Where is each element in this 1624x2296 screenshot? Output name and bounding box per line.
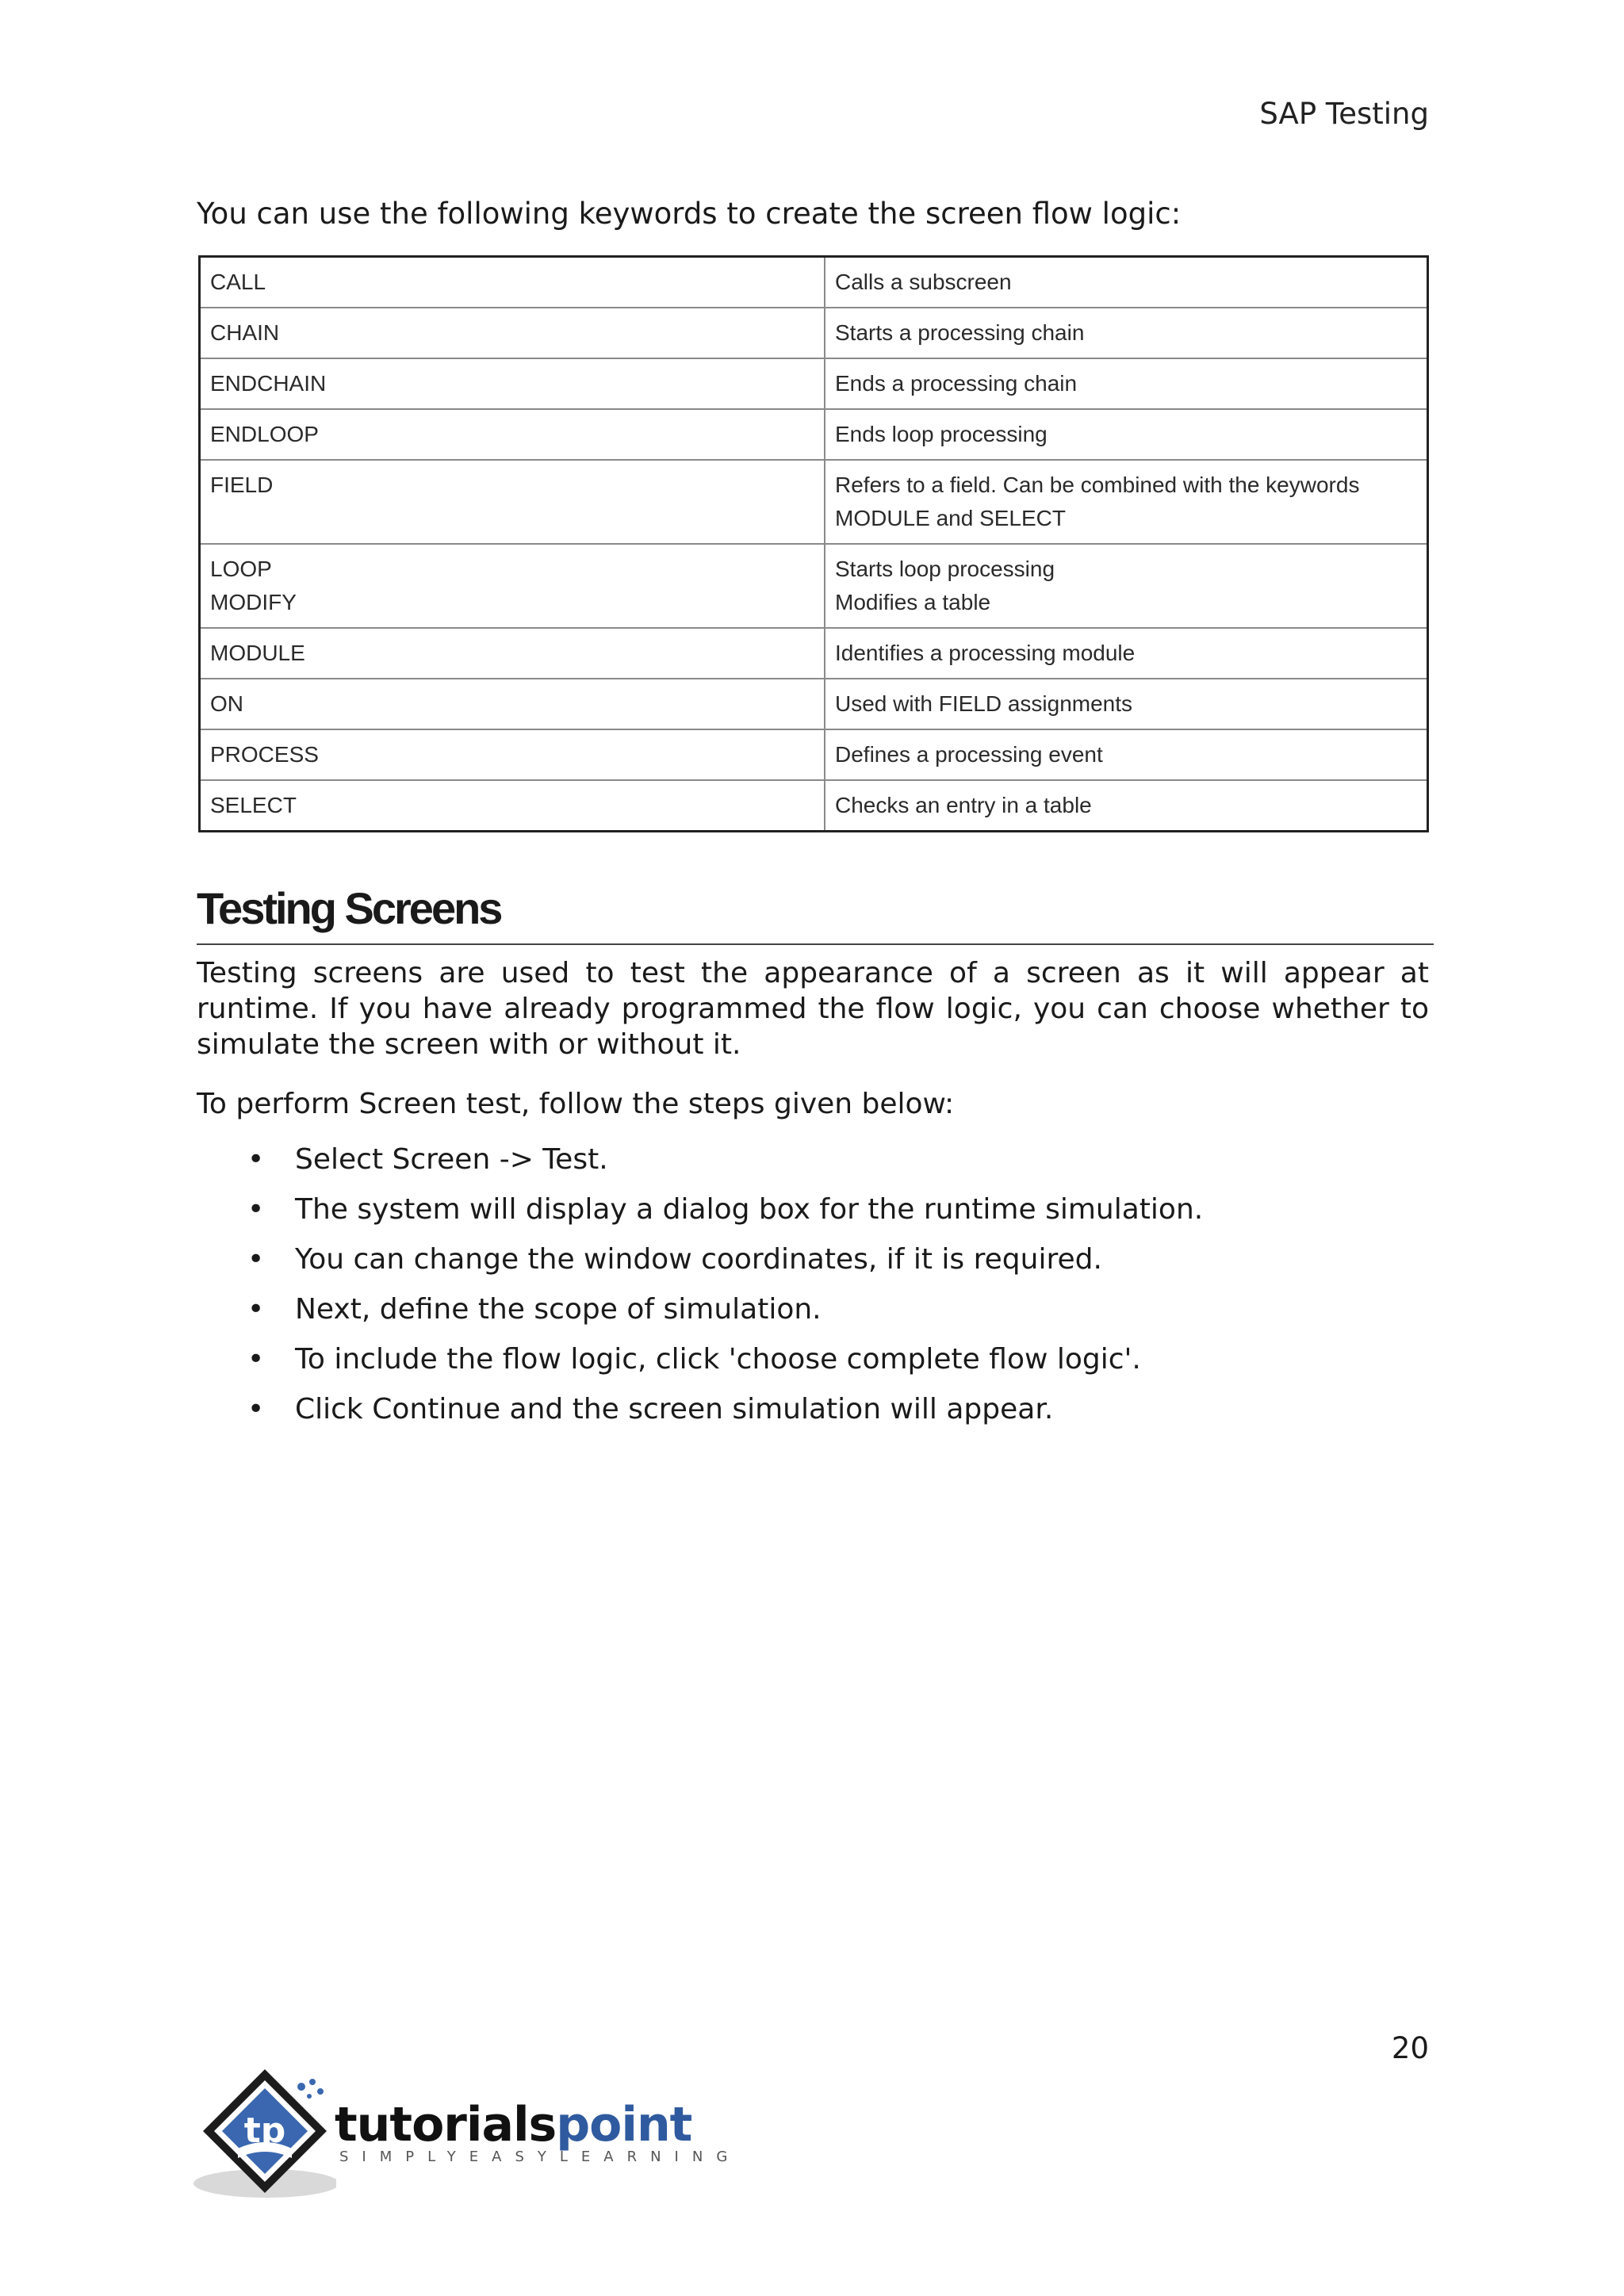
- step-text: Click Continue and the screen simulation will appear.: [295, 1393, 1054, 1425]
- list-item: [197, 1242, 1434, 1292]
- steps-list: [197, 1142, 1434, 1441]
- description-text: Identifies a processing module: [835, 641, 1136, 665]
- keyword-text: MODULE: [210, 641, 305, 665]
- description-cell: [825, 544, 1428, 628]
- step-text: Next, define the scope of simulation.: [295, 1293, 822, 1326]
- description-text: Checks an entry in a table: [835, 793, 1092, 817]
- svg-text:tp: tp: [243, 2110, 286, 2151]
- keyword-cell: [200, 460, 825, 544]
- keyword-cell: [200, 780, 825, 832]
- logo-word-part1: tutorials: [335, 2097, 557, 2152]
- page-number: 20: [1391, 2031, 1429, 2065]
- bullet-icon: •: [247, 1393, 265, 1425]
- description-cell: [825, 358, 1428, 409]
- keyword-cell: [200, 628, 825, 679]
- description-cell: [825, 409, 1428, 460]
- description-cell: [825, 257, 1428, 308]
- description-text: Refers to a field. Can be combined with the keywords: [835, 473, 1360, 497]
- keyword-cell: [200, 308, 825, 358]
- section-heading: Testing Screens: [197, 880, 1434, 945]
- keyword-text: CALL: [210, 270, 266, 294]
- list-item: [197, 1341, 1434, 1391]
- steps-intro-paragraph: To perform Screen test, follow the steps given below:: [197, 1088, 955, 1120]
- table-row: [200, 679, 1428, 729]
- table-row: [200, 358, 1428, 409]
- list-item: [197, 1292, 1434, 1341]
- keyword-text: LOOP: [210, 557, 272, 581]
- keyword-text: FIELD: [210, 473, 274, 497]
- keyword-cell: [200, 729, 825, 780]
- table-row: [200, 780, 1428, 832]
- description-text: Ends loop processing: [835, 422, 1048, 446]
- description-text: Ends a processing chain: [835, 371, 1078, 396]
- keyword-cell: [200, 409, 825, 460]
- description-text: Calls a subscreen: [835, 270, 1012, 294]
- bullet-icon: •: [247, 1143, 265, 1176]
- bullet-icon: •: [247, 1193, 265, 1226]
- bullet-icon: •: [247, 1343, 265, 1376]
- keyword-cell: [200, 257, 825, 308]
- keyword-text: ON: [210, 691, 243, 716]
- logo-wordmark: [335, 2097, 692, 2152]
- description-cell: [825, 729, 1428, 780]
- table-row: [200, 544, 1428, 628]
- description-text: Starts a processing chain: [835, 320, 1085, 345]
- table-row: [200, 409, 1428, 460]
- description-text: Starts loop processing: [835, 557, 1055, 581]
- description-text: Modifies a table: [835, 590, 991, 614]
- step-text: The system will display a dialog box for the runtime simulation.: [295, 1193, 1204, 1226]
- table-row: [200, 628, 1428, 679]
- description-text: MODULE and SELECT: [835, 506, 1066, 530]
- table-row: [200, 257, 1428, 308]
- table-row: [200, 308, 1428, 358]
- description-text: Defines a processing event: [835, 742, 1103, 767]
- step-text: You can change the window coordinates, if it is required.: [295, 1243, 1102, 1276]
- intro-text: You can use the following keywords to create the screen flow logic:: [197, 197, 1182, 231]
- keyword-text: CHAIN: [210, 320, 280, 345]
- table-row: [200, 729, 1428, 780]
- keywords-table: [198, 255, 1429, 832]
- description-text: Used with FIELD assignments: [835, 691, 1133, 716]
- description-cell: [825, 780, 1428, 832]
- description-cell: [825, 308, 1428, 358]
- step-text: Select Screen -> Test.: [295, 1143, 608, 1176]
- description-cell: [825, 679, 1428, 729]
- keyword-text: ENDLOOP: [210, 422, 319, 446]
- bullet-icon: •: [247, 1293, 265, 1326]
- description-cell: [825, 460, 1428, 544]
- testing-screens-paragraph: Testing screens are used to test the appearance of a screen as it will appear at runtime. If you have already programmed the flow logic, you can choose whether to simulate the screen with or without it.: [197, 957, 1429, 1061]
- table-row: [200, 460, 1428, 544]
- keyword-text: SELECT: [210, 793, 297, 817]
- keyword-cell: [200, 679, 825, 729]
- tutorialspoint-logo: [193, 2060, 741, 2202]
- keyword-text: ENDCHAIN: [210, 371, 327, 396]
- running-header: SAP Testing: [1259, 97, 1429, 131]
- bullet-icon: •: [247, 1243, 265, 1276]
- step-text: To include the flow logic, click 'choose complete flow logic'.: [295, 1343, 1141, 1376]
- description-cell: [825, 628, 1428, 679]
- list-item: [197, 1391, 1434, 1441]
- list-item: [197, 1142, 1434, 1192]
- keyword-cell: [200, 358, 825, 409]
- keyword-text: PROCESS: [210, 742, 319, 767]
- logo-word-part2: point: [556, 2097, 692, 2152]
- keyword-text: MODIFY: [210, 590, 297, 614]
- keyword-cell: [200, 544, 825, 628]
- logo-emblem-icon: [193, 2060, 336, 2202]
- list-item: [197, 1192, 1434, 1242]
- logo-tagline: SIMPLYEASYLEARNING: [339, 2149, 741, 2165]
